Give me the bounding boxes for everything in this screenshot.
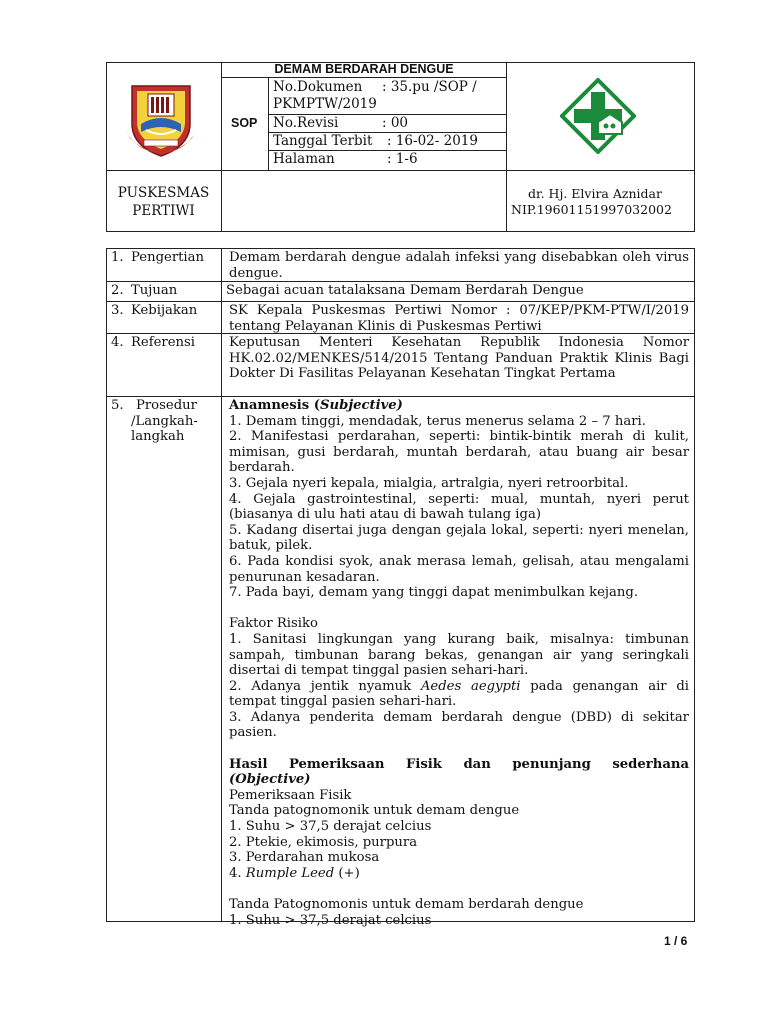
doc-number-label: No.Dokumen	[273, 79, 363, 95]
revision-value: : 00	[382, 115, 409, 131]
anamnesis-title: Anamnesis (	[229, 398, 320, 413]
signer-nip: NIP.19601151997032002	[511, 202, 672, 217]
risk-item	[229, 679, 689, 710]
tanda-dbd-item: 1. Suhu > 37,5 derajat celcius	[229, 912, 432, 928]
tanda-4-italic: Rumple Leed	[245, 865, 335, 881]
doc-number-value: : 35.pu /SOP /	[382, 79, 477, 95]
row-number: 3.	[111, 303, 124, 318]
tanda-dengue-title: Tanda patognomonik untuk demam dengue	[229, 803, 520, 819]
row-label-kebijakan: Kebijakan	[131, 303, 198, 318]
signer-name: dr. Hj. Elvira Aznidar	[528, 186, 662, 201]
row-number: 5.	[111, 398, 124, 413]
row-label-prosedur: Prosedur	[136, 398, 197, 413]
row-label-tujuan: Tujuan	[131, 283, 178, 298]
issue-date-label: Tanggal Terbit	[273, 133, 373, 149]
row-label-langkah: /Langkah-	[131, 413, 198, 429]
risk-2-species: Aedes aegypti	[420, 678, 521, 694]
risk-item: 1. Sanitasi lingkungan yang kurang baik, misalnya: timbunan sampah, timbunan barang bekas, genangan air yang seringkali disertai di tempat tinggal pasien sehari-hari.	[229, 631, 689, 679]
risk-title: Faktor Risiko	[229, 616, 318, 632]
pengertian-text: Demam berdarah dengue adalah infeksi yang disebabkan oleh virus dengue.	[229, 250, 689, 281]
tujuan-text: Sebagai acuan tatalaksana Demam Berdarah Dengue	[226, 283, 584, 298]
row-number: 4.	[111, 335, 124, 350]
risk-2-pre: 2. Adanya jentik nyamuk	[229, 678, 421, 694]
row-label-pengertian: Pengertian	[131, 250, 205, 265]
row-label-referensi: Referensi	[131, 335, 196, 350]
row-number: 1.	[111, 250, 124, 265]
doc-number-cont: PKMPTW/2019	[273, 96, 377, 112]
tanda-item	[229, 866, 689, 882]
anamnesis-item: 4. Gejala gastrointestinal, seperti: mual, muntah, nyeri perut (biasanya di ulu hati atau di bawah tulang iga)	[229, 491, 689, 523]
puskesmas-name-line1: PUSKESMAS	[117, 185, 210, 201]
kebijakan-text: SK Kepala Puskesmas Pertiwi Nomor : 07/KEP/PKM-PTW/I/2019 tentang Pelayanan Klinis di Puskesmas Pertiwi	[229, 303, 689, 334]
anamnesis-item: 7. Pada bayi, demam yang tinggi dapat menimbulkan kejang.	[229, 585, 639, 601]
anamnesis-item: 3. Gejala nyeri kepala, mialgia, artralgia, nyeri retroorbital.	[229, 475, 629, 491]
puskesmas-name-line2: PERTIWI	[132, 203, 195, 219]
risk-item: 3. Adanya penderita demam berdarah dengue (DBD) di sekitar pasien.	[229, 709, 689, 741]
anamnesis-item: 5. Kadang disertai juga dengan gejala lokal, seperti: nyeri menelan, batuk, pilek.	[229, 522, 689, 554]
tanda-item: 1. Suhu > 37,5 derajat celcius	[229, 819, 432, 835]
pemeriksaan-title: Pemeriksaan Fisik	[229, 787, 352, 803]
tanda-item: 2. Ptekie, ekimosis, purpura	[229, 834, 418, 850]
issue-date-value: : 16-02- 2019	[387, 133, 478, 149]
document-title: DEMAM BERDARAH DENGUE	[274, 62, 454, 76]
revision-label: No.Revisi	[273, 115, 339, 131]
tanda-4-pre: 4.	[229, 865, 246, 881]
prosedur-content	[229, 398, 689, 928]
tanda-4-post: (+)	[334, 865, 360, 881]
anamnesis-item: 1. Demam tinggi, mendadak, terus menerus selama 2 – 7 hari.	[229, 413, 646, 429]
anamnesis-italic: Subjective)	[320, 398, 403, 413]
tanda-item: 3. Perdarahan mukosa	[229, 850, 380, 866]
page-number: 1 / 6	[664, 934, 688, 948]
risk-2-post: pada genangan air di tempat tinggal pasien sehari-hari.	[229, 678, 689, 710]
city-emblem-icon	[124, 80, 198, 158]
row-label-langkah2: langkah	[131, 429, 185, 445]
tanda-dbd-title: Tanda Patognomonis untuk demam berdarah dengue	[229, 897, 584, 912]
row-number: 2.	[111, 283, 124, 298]
page-count-value: : 1-6	[387, 151, 418, 167]
sop-label: SOP	[231, 116, 258, 130]
anamnesis-item: 6. Pada kondisi syok, anak merasa lemah, gelisah, atau mengalami penurunan kesadaran.	[229, 553, 689, 585]
hasil-title: Hasil Pemeriksaan Fisik dan penunjang sederhana	[229, 756, 689, 772]
hasil-subtitle: (Objective)	[229, 772, 311, 788]
puskesmas-cross-logo-icon	[560, 78, 636, 154]
anamnesis-item: 2. Manifestasi perdarahan, seperti: bintik-bintik merah di kulit, mimisan, gusi berdarah, muntah berdarah, atau buang air besar berdarah.	[229, 429, 689, 476]
page-count-label: Halaman	[273, 151, 335, 167]
referensi-text: Keputusan Menteri Kesehatan Republik Indonesia Nomor HK.02.02/MENKES/514/2015 Tentang Panduan Praktik Klinis Bagi Dokter Di Fasilitas Pelayanan Kesehatan Tingkat Pertama	[229, 335, 689, 382]
